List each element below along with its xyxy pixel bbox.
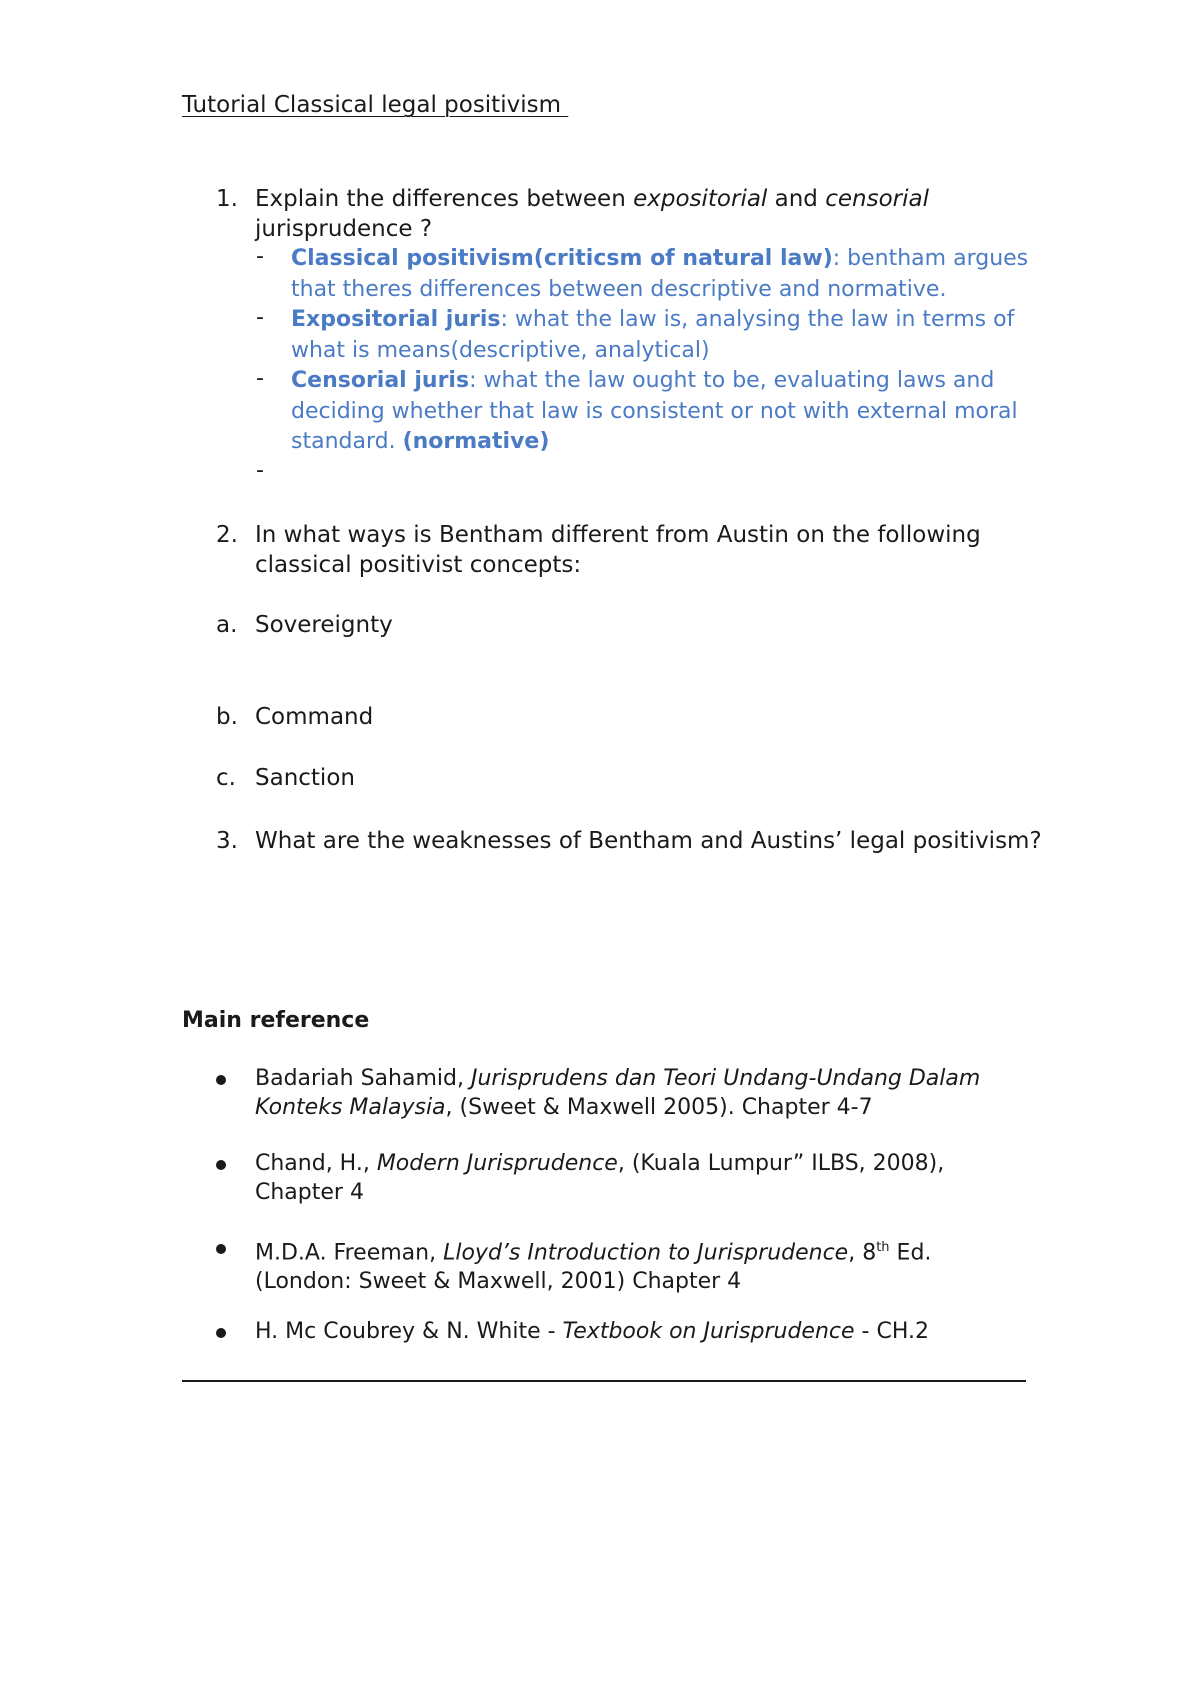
question-3-text: What are the weaknesses of Bentham and Austins’ legal positivism? bbox=[255, 828, 1042, 854]
term-expositorial: expositorial bbox=[633, 186, 768, 212]
question-2-item-a: a. Sovereignty bbox=[216, 612, 393, 638]
bullet-dash-empty: - bbox=[256, 458, 264, 483]
question-2-item-b: b. Command bbox=[216, 704, 374, 730]
bullet-dot bbox=[216, 1160, 226, 1170]
horizontal-rule bbox=[182, 1380, 1026, 1382]
answer-point-2: Expositorial juris: what the law is, analysing the law in terms of what is means(descriptive, analytical) bbox=[291, 307, 1015, 363]
bullet-dot bbox=[216, 1328, 226, 1338]
answer-point-3: Censorial juris: what the law ought to be, evaluating laws and deciding whether that law is consistent or not with external moral standard. (normative) bbox=[291, 368, 1018, 454]
reference-item-2: Chand, H., Modern Jurisprudence, (Kuala Lumpur” ILBS, 2008), Chapter 4 bbox=[255, 1151, 945, 1205]
reference-item-1: Badariah Sahamid, Jurisprudens dan Teori Undang-Undang Dalam Konteks Malaysia, (Sweet & Maxwell 2005). Chapter 4-7 bbox=[255, 1066, 981, 1120]
bullet-dash: - bbox=[256, 244, 264, 269]
answer-point-1: Classical positivism(criticsm of natural law): bentham argues that theres differences between descriptive and normative. bbox=[291, 246, 1029, 302]
bullet-dash: - bbox=[256, 305, 264, 330]
question-3-number: 3. bbox=[216, 828, 238, 854]
bullet-dot bbox=[216, 1075, 226, 1085]
question-2-item-c: c. Sanction bbox=[216, 765, 355, 791]
reference-item-3: M.D.A. Freeman, Lloyd’s Introduction to Jurisprudence, 8th Ed. (London: Sweet & Maxwell, 2001) Chapter 4 bbox=[255, 1240, 932, 1295]
question-1-text: Explain the differences between expositorial and censorial jurisprudence ? bbox=[255, 186, 929, 242]
reference-item-4: H. Mc Coubrey & N. White - Textbook on Jurisprudence - CH.2 bbox=[255, 1319, 929, 1344]
question-2-number: 2. bbox=[216, 522, 238, 548]
page-title: Tutorial Classical legal positivism bbox=[182, 92, 569, 118]
question-2-text: In what ways is Bentham different from Austin on the following classical positivist concepts: bbox=[255, 522, 981, 578]
references-heading: Main reference bbox=[182, 1008, 370, 1033]
question-1-number: 1. bbox=[216, 186, 238, 212]
bullet-dot bbox=[216, 1244, 226, 1254]
term-censorial: censorial bbox=[825, 186, 929, 212]
bullet-dash: - bbox=[256, 366, 264, 391]
